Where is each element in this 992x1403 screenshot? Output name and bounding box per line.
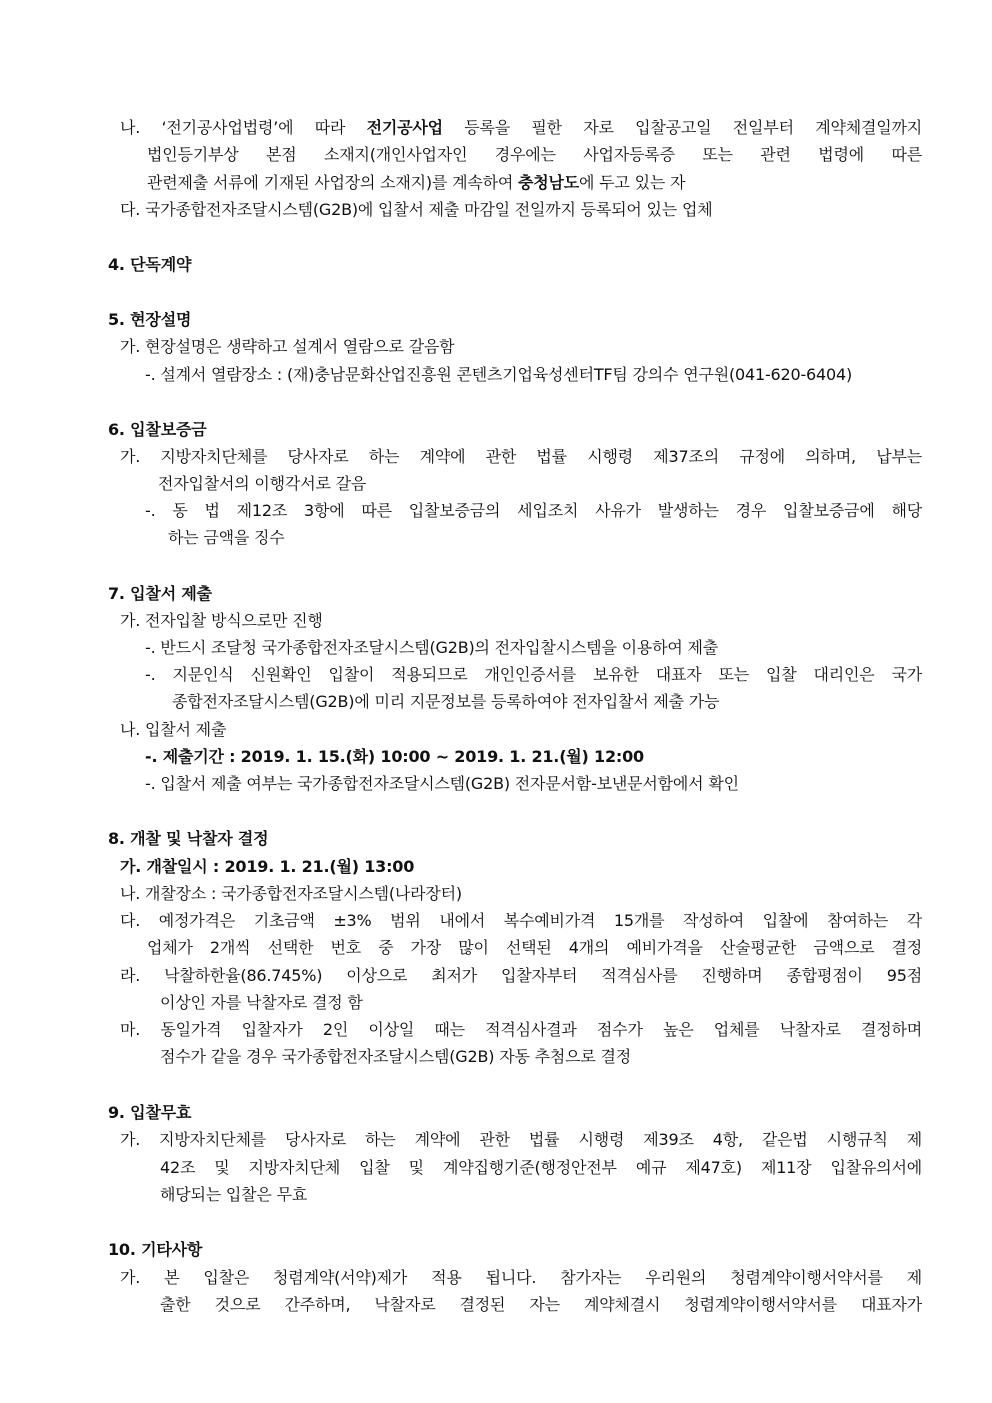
section5-title: 5. 현장설명 [108, 310, 192, 329]
section8-title: 8. 개찰 및 낙찰자 결정 [108, 829, 269, 848]
section6-dash-line1: -. 동 법 제12조 3항에 따른 입찰보증금의 세입조치 사유가 발생하는 경우 입찰보증금에 해당 [145, 501, 922, 520]
clause3-na-line3 [147, 173, 685, 193]
section7-dash2-line1: -. 지문인식 신원확인 입찰이 적용되므로 개인인증서를 보유한 대표자 또는 입찰 대리인은 국가 [145, 665, 922, 684]
section7-title: 7. 입찰서 제출 [108, 584, 212, 603]
text-run: 등록을 필한 자로 입찰공고일 전일부터 계약체결일까지 [442, 118, 922, 137]
section8-ra-line1: 라. 낙찰하한율(86.745%) 이상으로 최저가 입찰자부터 적격심사를 진행하며 종합평점이 95점 [120, 966, 922, 985]
text-run: ‘전기공사업법령’에 따라 [161, 118, 367, 137]
section8-ra-line2: 이상인 자를 낙찰자로 결정 함 [160, 993, 363, 1012]
section7-submission-period: -. 제출기간 : 2019. 1. 15.(화) 10:00 ~ 2019. 1. 21.(월) 12:00 [145, 747, 644, 766]
section8-da-line2: 업체가 2개씩 선택한 번호 중 가장 많이 선택된 4개의 예비가격을 산술평균한 금액으로 결정 [147, 938, 922, 957]
section8-da-line1: 다. 예정가격은 기초금액 ±3% 범위 내에서 복수예비가격 15개를 작성하여 입찰에 참여하는 각 [120, 911, 922, 930]
section7-dash2-line2: 종합전자조달시스템(G2B)에 미리 지문정보를 등록하여야 전자입찰서 제출 가능 [172, 692, 720, 711]
section10-ga-line2: 출한 것으로 간주하며, 낙찰자로 결정된 자는 계약체결시 청렴계약이행서약서를 대표자가 [160, 1295, 922, 1314]
section10-ga-line1: 가. 본 입찰은 청렴계약(서약)제가 적용 됩니다. 참가자는 우리원의 청렴계약이행서약서를 제 [120, 1268, 922, 1287]
section9-ga-line2: 42조 및 지방자치단체 입찰 및 계약집행기준(행정안전부 예규 제47호) 제11장 입찰유의서에 [160, 1158, 922, 1177]
section5-dash: -. 설계서 열람장소 : (재)충남문화산업진흥원 콘텐츠기업육성센터TF팀 강의수 연구원(041-620-6404) [145, 365, 852, 384]
section6-title: 6. 입찰보증금 [108, 420, 207, 439]
section8-na: 나. 개찰장소 : 국가종합전자조달시스템(나라장터) [120, 884, 462, 903]
section8-ga: 가. 개찰일시 : 2019. 1. 21.(월) 13:00 [120, 857, 415, 876]
section7-dash4: -. 입찰서 제출 여부는 국가종합전자조달시스템(G2B) 전자문서함-보낸문서함에서 확인 [145, 774, 739, 793]
section7-dash1: -. 반드시 조달청 국가종합전자조달시스템(G2B)의 전자입찰시스템을 이용하여 제출 [145, 638, 719, 657]
section7-ga: 가. 전자입찰 방식으로만 진행 [120, 611, 323, 630]
section6-ga-line2: 전자입찰서의 이행각서로 갈음 [158, 474, 367, 493]
clause3-na-line2: 법인등기부상 본점 소재지(개인사업자인 경우에는 사업자등록증 또는 관련 법령에 따른 [147, 145, 922, 164]
text-run: 에 두고 있는 자 [579, 173, 686, 192]
section9-ga-line1: 가. 지방자치단체를 당사자로 하는 계약에 관한 법률 시행령 제39조 4항, 같은법 시행규칙 제 [120, 1130, 922, 1149]
clause3-na-line1 [120, 118, 922, 138]
section4-title: 4. 단독계약 [108, 255, 192, 274]
item-marker: 나. [120, 118, 141, 137]
section9-ga-line3: 해당되는 입찰은 무효 [160, 1185, 308, 1204]
section10-title: 10. 기타사항 [108, 1240, 203, 1259]
section9-title: 9. 입찰무효 [108, 1103, 192, 1122]
clause3-da: 다. 국가종합전자조달시스템(G2B)에 입찰서 제출 마감일 전일까지 등록되어 있는 업체 [120, 200, 713, 219]
bold-term: 전기공사업 [366, 118, 443, 137]
text-run: 관련제출 서류에 기재된 사업장의 소재지)를 계속하여 [147, 173, 518, 192]
section6-dash-line2: 하는 금액을 징수 [168, 528, 285, 547]
section7-na: 나. 입찰서 제출 [120, 720, 227, 739]
section8-ma-line2: 점수가 같을 경우 국가종합전자조달시스템(G2B) 자동 추첨으로 결정 [160, 1047, 632, 1066]
section8-ma-line1: 마. 동일가격 입찰자가 2인 이상일 때는 적격심사결과 점수가 높은 업체를 낙찰자로 결정하며 [120, 1020, 922, 1039]
section6-ga-line1: 가. 지방자치단체를 당사자로 하는 계약에 관한 법률 시행령 제37조의 규정에 의하며, 납부는 [120, 447, 922, 466]
bold-term: 충청남도 [518, 173, 580, 192]
section5-ga: 가. 현장설명은 생략하고 설계서 열람으로 갈음함 [120, 337, 455, 356]
